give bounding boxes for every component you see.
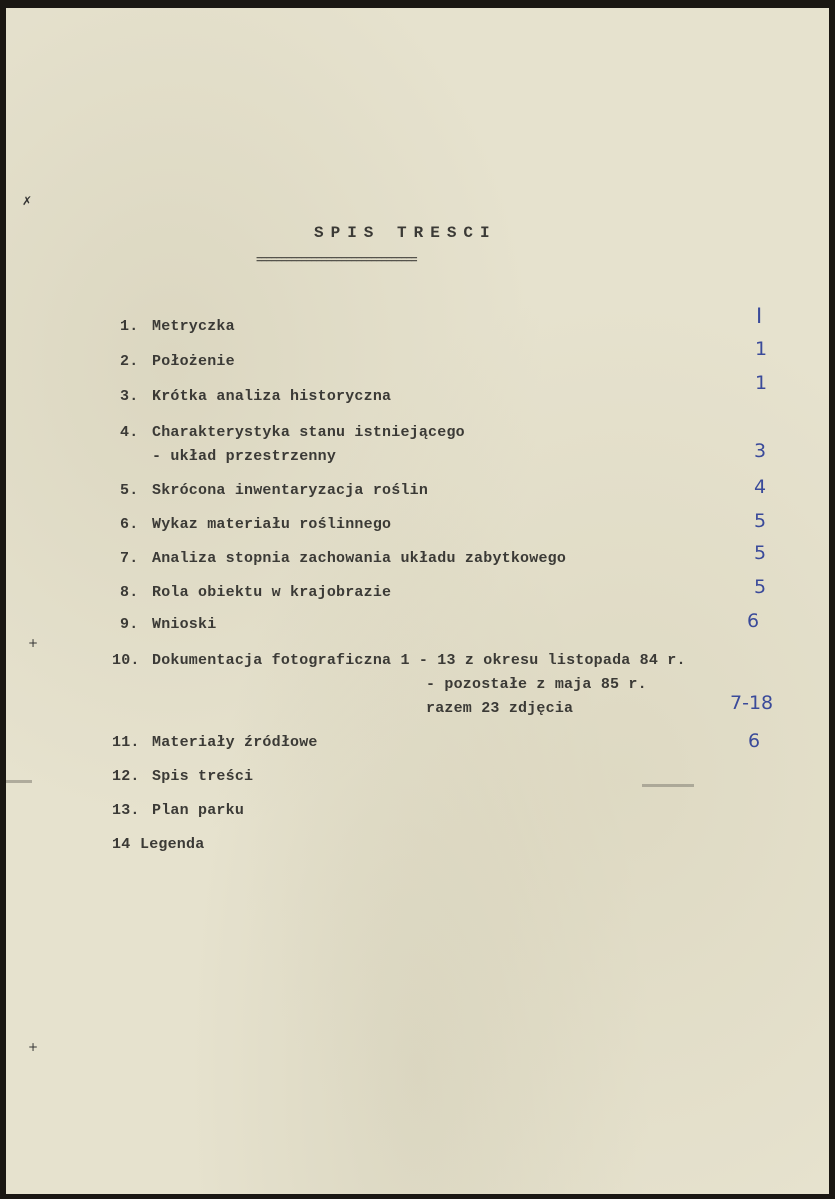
toc-entry-number: 11. — [112, 734, 140, 751]
toc-entry-text: Wykaz materiału roślinnego — [152, 516, 392, 533]
toc-entry-text: Skrócona inwentaryzacja roślin — [152, 482, 429, 499]
toc-entry-text: Plan parku — [152, 802, 245, 819]
toc-entry-text: Rola obiektu w krajobrazie — [152, 584, 392, 601]
toc-entry-text: Metryczka — [152, 318, 235, 335]
margin-mark: + — [28, 1040, 39, 1054]
toc-entry-page: 5 — [754, 542, 767, 564]
toc-entry-number: 5. — [120, 482, 139, 499]
toc-entry-number: 7. — [120, 550, 139, 567]
toc-entry-number: 4. — [120, 424, 139, 441]
toc-entry-number: 8. — [120, 584, 139, 601]
toc-entry-number: 13. — [112, 802, 140, 819]
toc-entry-page: 1 — [755, 338, 768, 360]
toc-entry-text: Spis treści — [152, 768, 254, 785]
toc-entry-number: 6. — [120, 516, 139, 533]
toc-entry-page: 4 — [754, 476, 767, 498]
toc-entry-number: 2. — [120, 353, 139, 370]
scan-artifact — [642, 784, 694, 787]
toc-entry-text-continued: - układ przestrzenny — [152, 448, 337, 465]
toc-entry-page: 6 — [747, 610, 760, 632]
toc-entry-page: 1 — [755, 372, 768, 394]
toc-entry-page: 7-18 — [730, 692, 774, 714]
toc-entry-text-continued: - pozostałe z maja 85 r. — [426, 676, 647, 693]
toc-entry-text: Materiały źródłowe — [152, 734, 318, 751]
toc-entry-page: I — [756, 304, 763, 328]
toc-entry-text: Dokumentacja fotograficzna 1 - 13 z okresu listopada 84 r. — [152, 652, 686, 669]
toc-entry-text: Położenie — [152, 353, 235, 370]
toc-entry-number: 1. — [120, 318, 139, 335]
toc-entry-text: Legenda — [140, 836, 205, 853]
toc-entry-page: 3 — [754, 440, 767, 462]
toc-entry-number: 14 — [112, 836, 131, 853]
toc-entry-page: 5 — [754, 576, 767, 598]
margin-mark: ✗ — [22, 194, 33, 208]
toc-entry-text: Charakterystyka stanu istniejącego — [152, 424, 465, 441]
toc-entry-number: 9. — [120, 616, 139, 633]
page-title: SPIS TRESCI — [314, 224, 497, 242]
toc-entry-number: 12. — [112, 768, 140, 785]
document-page — [6, 8, 829, 1194]
toc-entry-number: 10. — [112, 652, 140, 669]
toc-entry-page: 5 — [754, 510, 767, 532]
toc-entry-text: Analiza stopnia zachowania układu zabytkowego — [152, 550, 567, 567]
toc-entry-text-continued: razem 23 zdjęcia — [426, 700, 574, 717]
margin-mark: + — [28, 636, 39, 650]
scan-artifact — [6, 780, 32, 783]
toc-entry-text: Krótka analiza historyczna — [152, 388, 392, 405]
toc-entry-text: Wnioski — [152, 616, 217, 633]
toc-entry-number: 3. — [120, 388, 139, 405]
title-underline: ================================ — [256, 255, 417, 267]
toc-entry-page: 6 — [748, 730, 761, 752]
